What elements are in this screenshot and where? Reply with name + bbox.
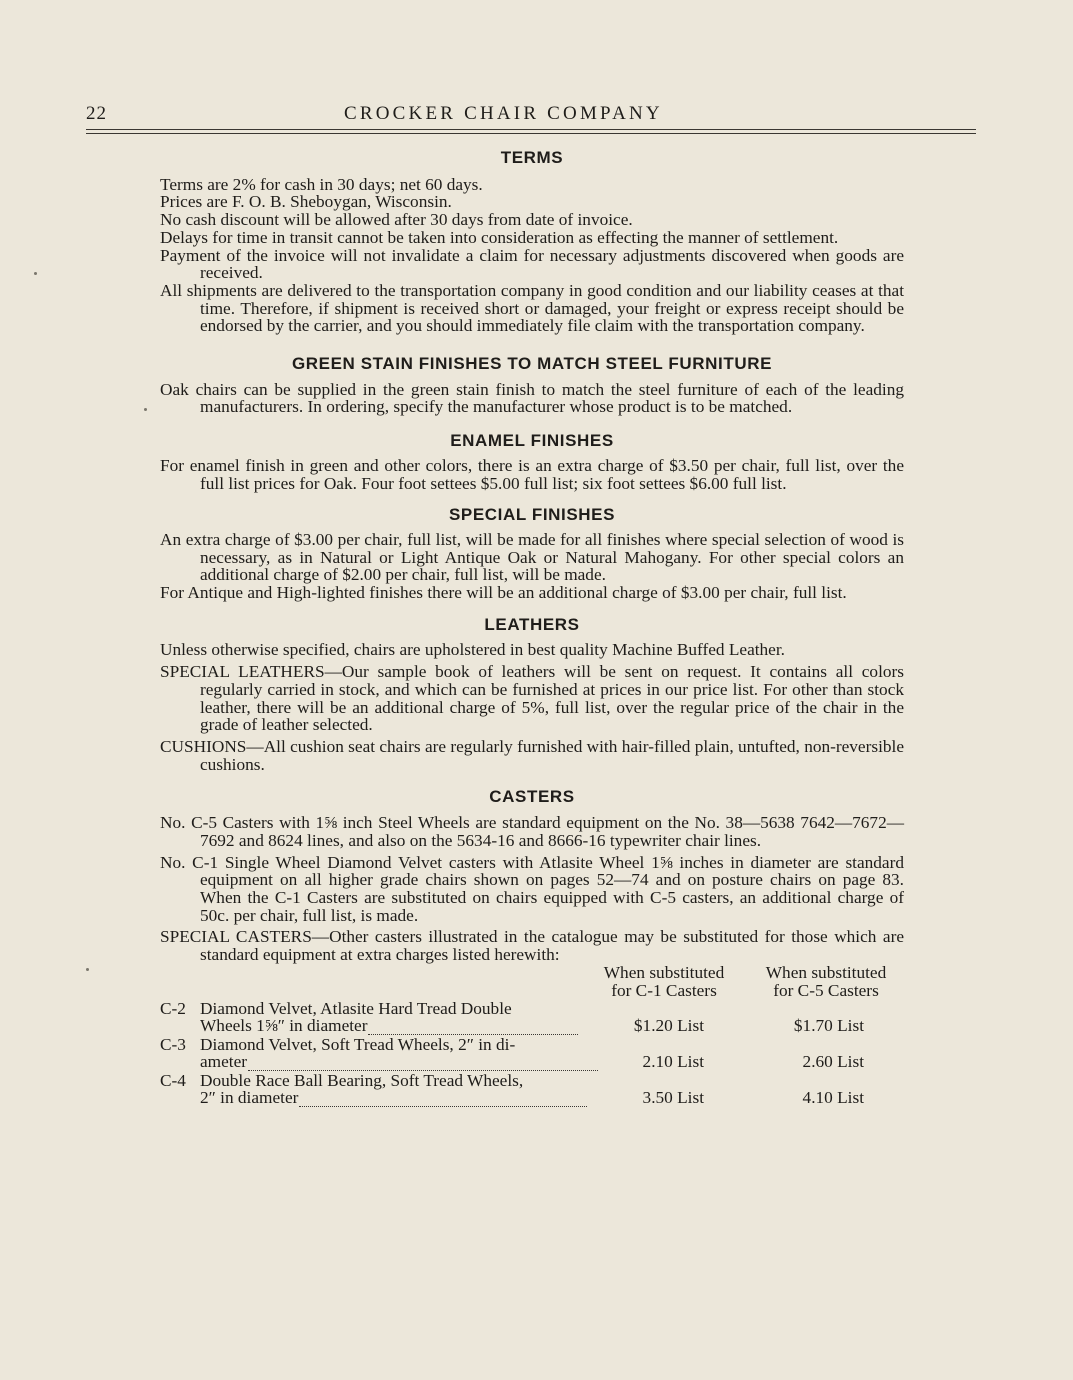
terms-paragraph: Prices are F. O. B. Sheboygan, Wisconsin.: [160, 192, 452, 212]
price-c5: $1.70 List: [793, 1016, 864, 1036]
price-c1: $1.20 List: [633, 1016, 704, 1036]
price-c5: 2.60 List: [802, 1052, 864, 1072]
terms-paragraph: Terms are 2% for cash in 30 days; net 60 days.: [160, 174, 483, 194]
terms-paragraph: All shipments are delivered to the transportation company in good condition and our liability ceases at that time. Therefore, if shipment is received short or damaged, your freight or express receipt should be endorsed by the carrier, and you should immediately file claim with the transportation company.: [160, 280, 904, 336]
leathers-paragraph: CUSHIONS—All cushion seat chairs are regularly furnished with hair-filled plain, untufted, non-reversible cushions.: [160, 736, 904, 774]
dot-leader: [368, 1022, 578, 1035]
table-row: [160, 1036, 904, 1072]
caster-description: [200, 1000, 610, 1035]
price-c5: 4.10 List: [802, 1088, 864, 1108]
price-c1: 2.10 List: [642, 1052, 704, 1072]
column-header-line: for C-5 Casters: [773, 980, 879, 1000]
casters-paragraph: No. C-1 Single Wheel Diamond Velvet casters with Atlasite Wheel 1⅝ inches in diameter are standard equipment on all higher grade chairs shown on pages 52—74 and on posture chairs on page 83. When the C-1 Casters are substituted on chairs equipped with C-5 casters, an additional charge of 50c. per chair, full list, is made.: [160, 852, 904, 925]
leathers-paragraph: Unless otherwise specified, chairs are upholstered in best quality Machine Buffed Leather.: [160, 640, 785, 660]
caster-description-line-with-leader: [200, 1017, 610, 1035]
column-header-c5: [746, 964, 906, 1000]
caster-code: C-4: [160, 1070, 186, 1090]
special-finishes-paragraph: For Antique and High-lighted finishes there will be an additional charge of $3.00 per chair, full list.: [160, 583, 847, 603]
special-casters-table: [160, 964, 904, 1108]
column-header-line: When substituted: [765, 962, 887, 982]
leathers-paragraph: SPECIAL LEATHERS—Our sample book of leathers will be sent on request. It contains all colors regularly carried in stock, and which can be furnished at prices in our price list. For other than stock leather, there will be an additional charge of 5%, full list, over the regular price of the chair in the grade of leather selected.: [160, 662, 904, 735]
column-header-c1: [584, 964, 744, 1000]
casters-paragraph: No. C-5 Casters with 1⅝ inch Steel Wheels are standard equipment on the No. 38—5638 7642—7672—7692 and 8624 lines, and also on the 5634-16 and 8666-16 typewriter chair lines.: [160, 813, 904, 850]
page-body: [160, 146, 904, 1108]
caster-description-line: 2″ in diameter: [200, 1089, 299, 1108]
page-number: 22: [86, 103, 107, 124]
column-header-line: When substituted: [603, 962, 725, 982]
section-heading-casters: CASTERS: [489, 787, 575, 807]
section-heading-terms: TERMS: [500, 148, 564, 167]
table-row: [160, 1000, 904, 1036]
table-header: [160, 964, 904, 1000]
caster-description: [200, 1036, 610, 1071]
caster-description-line-with-leader: [200, 1053, 610, 1071]
column-header-line: for C-1 Casters: [611, 980, 717, 1000]
caster-description-line: Wheels 1⅝″ in diameter: [200, 1017, 368, 1036]
caster-description-line: Double Race Ball Bearing, Soft Tread Wheels,: [200, 1070, 524, 1090]
terms-paragraph: No cash discount will be allowed after 30 days from date of invoice.: [160, 210, 633, 230]
special-finishes-paragraph: An extra charge of $3.00 per chair, full list, will be made for all finishes where special selection of wood is necessary, as in Natural or Light Antique Oak or Natural Mahogany. For other special colors an additional charge of $2.00 per chair, full list, will be made.: [160, 529, 904, 585]
terms-paragraph: Delays for time in transit cannot be taken into consideration as effecting the manner of settlement.: [160, 227, 839, 247]
stray-mark: [34, 272, 37, 275]
running-title: CROCKER CHAIR COMPANY: [344, 103, 663, 124]
caster-description: [200, 1072, 610, 1107]
table-row: [160, 1072, 904, 1108]
terms-paragraph: Payment of the invoice will not invalidate a claim for necessary adjustments discovered when goods are received.: [160, 245, 904, 283]
caster-description-line: ameter: [200, 1053, 248, 1072]
section-heading-green-stain: GREEN STAIN FINISHES TO MATCH STEEL FURNITURE: [291, 354, 773, 374]
stray-mark: [86, 968, 89, 971]
stray-mark: [144, 408, 147, 411]
casters-paragraph: SPECIAL CASTERS—Other casters illustrated in the catalogue may be substituted for those which are standard equipment at extra charges listed herewith:: [160, 927, 904, 965]
dot-leader: [248, 1058, 598, 1071]
page-header: [86, 103, 976, 127]
green-stain-paragraph: Oak chairs can be supplied in the green stain finish to match the steel furniture of each of the leading manufacturers. In ordering, specify the manufacturer whose product is to be matched.: [160, 379, 904, 417]
caster-code: C-3: [160, 1034, 186, 1054]
caster-description-line: Diamond Velvet, Soft Tread Wheels, 2″ in di-: [200, 1034, 516, 1054]
enamel-paragraph: For enamel finish in green and other colors, there is an extra charge of $3.50 per chair, full list, over the full list prices for Oak. Four foot settees $5.00 full list; six foot settees $6.00 full list.: [160, 455, 904, 493]
section-heading-leathers: LEATHERS: [484, 614, 580, 634]
section-heading-special-finishes: SPECIAL FINISHES: [448, 505, 616, 525]
header-rule-bottom: [86, 133, 976, 134]
dot-leader: [299, 1094, 587, 1107]
caster-description-line-with-leader: [200, 1089, 610, 1107]
caster-description-line: Diamond Velvet, Atlasite Hard Tread Double: [200, 998, 512, 1018]
section-heading-enamel: ENAMEL FINISHES: [450, 431, 614, 451]
caster-code: C-2: [160, 998, 186, 1018]
price-c1: 3.50 List: [642, 1088, 704, 1108]
header-rule-top: [86, 129, 976, 130]
